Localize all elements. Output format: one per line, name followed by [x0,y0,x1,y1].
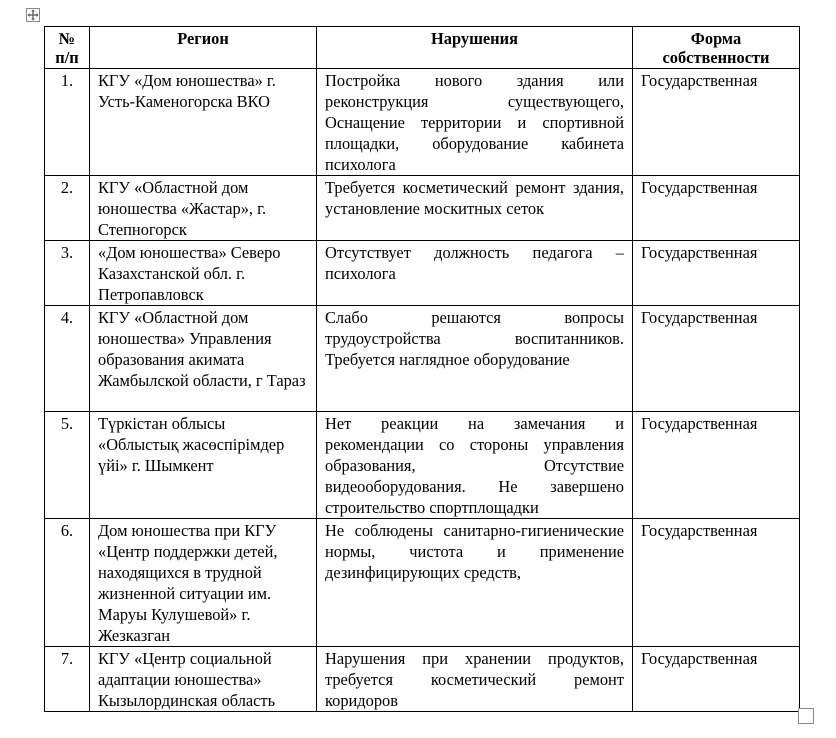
table-header-row [45,27,800,69]
table-row [45,69,800,176]
table-row [45,412,800,519]
row-num: 4. [45,306,90,412]
table-row [45,647,800,712]
row-ownership: Государственная [633,69,800,176]
row-violations: Требуется косметический ремонт здания, установление москитных сеток [317,176,633,241]
row-region: Түркістан облысы «Облыстық жасөспірімдер үйі» г. Шымкент [90,412,317,519]
table-resize-handle[interactable] [798,708,814,724]
violations-table [44,26,800,712]
move-icon [27,9,39,21]
row-num: 7. [45,647,90,712]
header-ownership: Форма собственности [633,27,800,69]
row-violations: Нарушения при хранении продуктов, требуется косметический ремонт коридоров [317,647,633,712]
table-row [45,176,800,241]
row-num: 1. [45,69,90,176]
table-move-handle[interactable] [26,8,40,22]
row-region: КГУ «Дом юношества» г. Усть-Каменогорска ВКО [90,69,317,176]
table-row [45,519,800,647]
row-violations: Нет реакции на замечания и рекомендации со стороны управления образования, Отсутствие видеооборудования. Не завершено строительство спортплощадки [317,412,633,519]
row-violations: Не соблюдены санитарно-гигиенические нормы, чистота и применение дезинфицирующих средств, [317,519,633,647]
row-ownership: Государственная [633,647,800,712]
row-region: «Дом юношества» Северо Казахстанской обл. г. Петропавловск [90,241,317,306]
row-num: 3. [45,241,90,306]
header-violations: Нарушения [317,27,633,69]
row-ownership: Государственная [633,241,800,306]
row-num: 2. [45,176,90,241]
row-ownership: Государственная [633,176,800,241]
row-ownership: Государственная [633,519,800,647]
row-ownership: Государственная [633,412,800,519]
row-violations: Отсутствует должность педагога – психолога [317,241,633,306]
row-num: 5. [45,412,90,519]
row-violations: Слабо решаются вопросы трудоустройства воспитанников. Требуется наглядное оборудование [317,306,633,412]
header-region: Регион [90,27,317,69]
table-row [45,241,800,306]
row-ownership: Государственная [633,306,800,412]
row-region: КГУ «Областной дом юношества «Жастар», г. Степногорск [90,176,317,241]
row-violations: Постройка нового здания или реконструкция существующего, Оснащение территории и спортивной площадки, оборудование кабинета психолога [317,69,633,176]
row-num: 6. [45,519,90,647]
table-row [45,306,800,412]
row-region: КГУ «Центр социальной адаптации юношества» Кызылординская область [90,647,317,712]
row-region: Дом юношества при КГУ «Центр поддержки детей, находящихся в трудной жизненной ситуации им. Маруы Кулушевой» г. Жезказган [90,519,317,647]
row-region: КГУ «Областной дом юношества» Управления образования акимата Жамбылской области, г Тараз [90,306,317,412]
header-num: № п/п [45,27,90,69]
